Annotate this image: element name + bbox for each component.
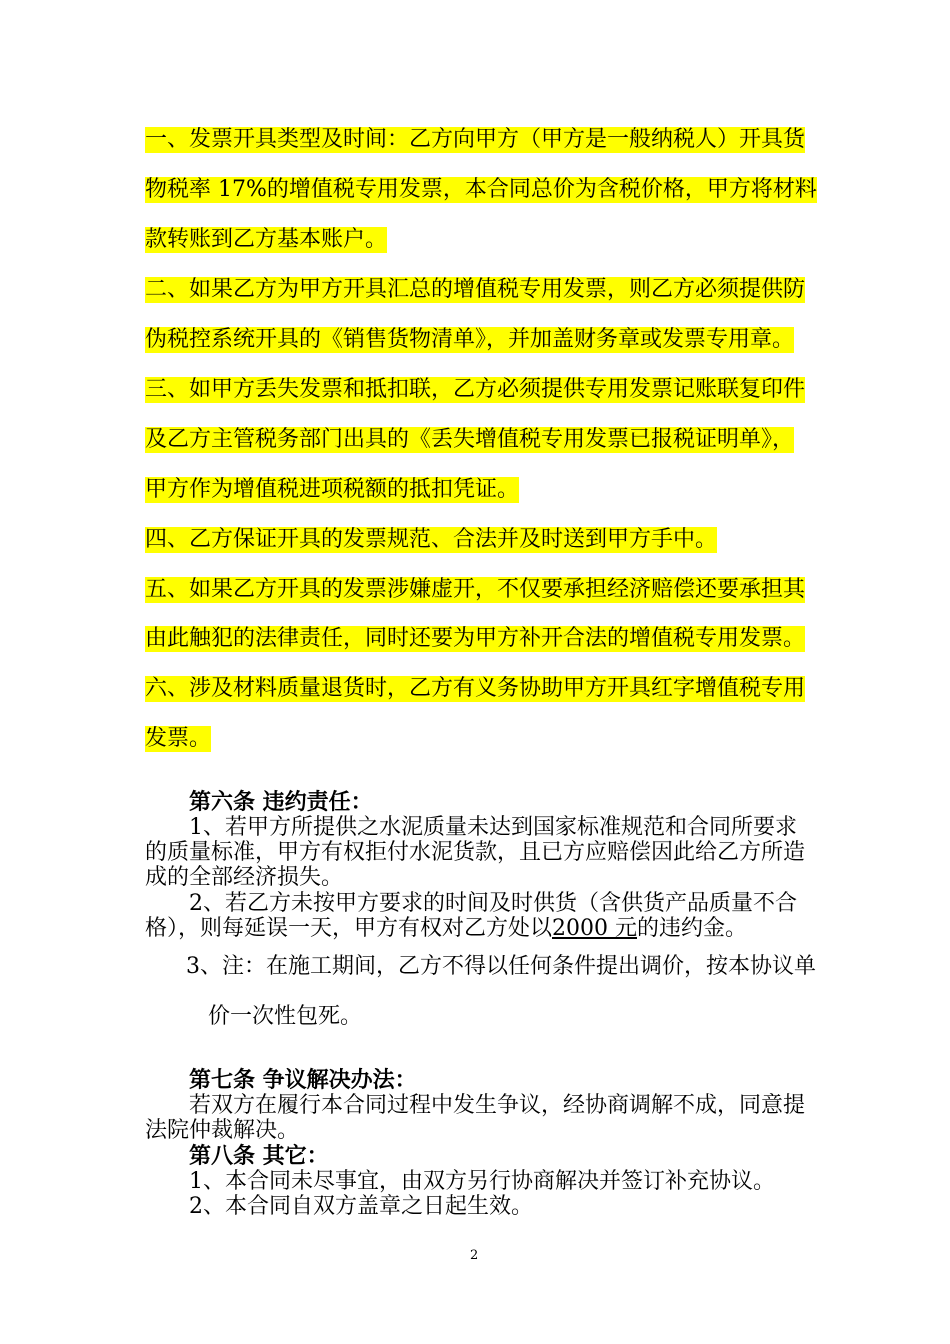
text-line: 价一次性包死。 bbox=[208, 1004, 363, 1029]
text-line: 的质量标准，甲方有权拒付水泥货款，且已方应赔偿因此给乙方所造 bbox=[145, 840, 806, 865]
clause-line: 六、涉及材料质量退货时，乙方有义务协助甲方开具红字增值税专用 bbox=[145, 676, 806, 701]
clause-line: 及乙方主管税务部门出具的《丢失增值税专用发票已报税证明单》， bbox=[145, 427, 795, 452]
clause-line: 五、如果乙方开具的发票涉嫌虚开，不仅要承担经济赔偿还要承担其 bbox=[145, 577, 806, 602]
text-line: 1、本合同未尽事宜，由双方另行协商解决并签订补充协议。 bbox=[189, 1169, 775, 1194]
clause-line: 由此触犯的法律责任，同时还要为甲方补开合法的增值税专用发票。 bbox=[145, 626, 806, 651]
clause-line: 甲方作为增值税进项税额的抵扣凭证。 bbox=[145, 477, 520, 502]
clause-line: 伪税控系统开具的《销售货物清单》，并加盖财务章或发票专用章。 bbox=[145, 327, 795, 352]
article-heading: 第八条 其它： bbox=[189, 1143, 329, 1169]
page-number: 2 bbox=[470, 1248, 479, 1263]
clause-line: 四、乙方保证开具的发票规范、合法并及时送到甲方手中。 bbox=[145, 527, 718, 552]
clause-line: 一、发票开具类型及时间：乙方向甲方（甲方是一般纳税人）开具货 bbox=[145, 127, 806, 152]
text-line: 1、若甲方所提供之水泥质量未达到国家标准规范和合同所要求 bbox=[189, 815, 797, 840]
text-line: 3、注：在施工期间，乙方不得以任何条件提出调价，按本协议单 bbox=[186, 954, 816, 979]
text-line: 成的全部经济损失。 bbox=[145, 865, 344, 890]
text-segment: 格），则每延误一天，甲方有权对乙方处以 bbox=[145, 916, 553, 941]
penalty-amount: 2000 元 bbox=[552, 916, 637, 941]
clause-line: 发票。 bbox=[145, 726, 212, 751]
clause-line: 款转账到乙方基本账户。 bbox=[145, 227, 388, 252]
text-line: 若双方在履行本合同过程中发生争议，经协商调解不成，同意提 bbox=[189, 1093, 806, 1118]
text-line: 法院仲裁解决。 bbox=[145, 1118, 300, 1143]
text-segment: 的违约金。 bbox=[637, 916, 748, 941]
article-heading: 第六条 违约责任： bbox=[189, 789, 373, 815]
clause-line: 物税率 17%的增值税专用发票，本合同总价为含税价格，甲方将材料 bbox=[145, 177, 817, 202]
clause-line: 二、如果乙方为甲方开具汇总的增值税专用发票，则乙方必须提供防 bbox=[145, 277, 806, 302]
text-line bbox=[145, 916, 747, 942]
text-line: 2、本合同自双方盖章之日起生效。 bbox=[189, 1194, 533, 1219]
clause-line: 三、如甲方丢失发票和抵扣联，乙方必须提供专用发票记账联复印件 bbox=[145, 377, 806, 402]
text-line: 2、若乙方未按甲方要求的时间及时供货（含供货产品质量不合 bbox=[189, 891, 797, 916]
article-heading: 第七条 争议解决办法： bbox=[189, 1067, 417, 1093]
